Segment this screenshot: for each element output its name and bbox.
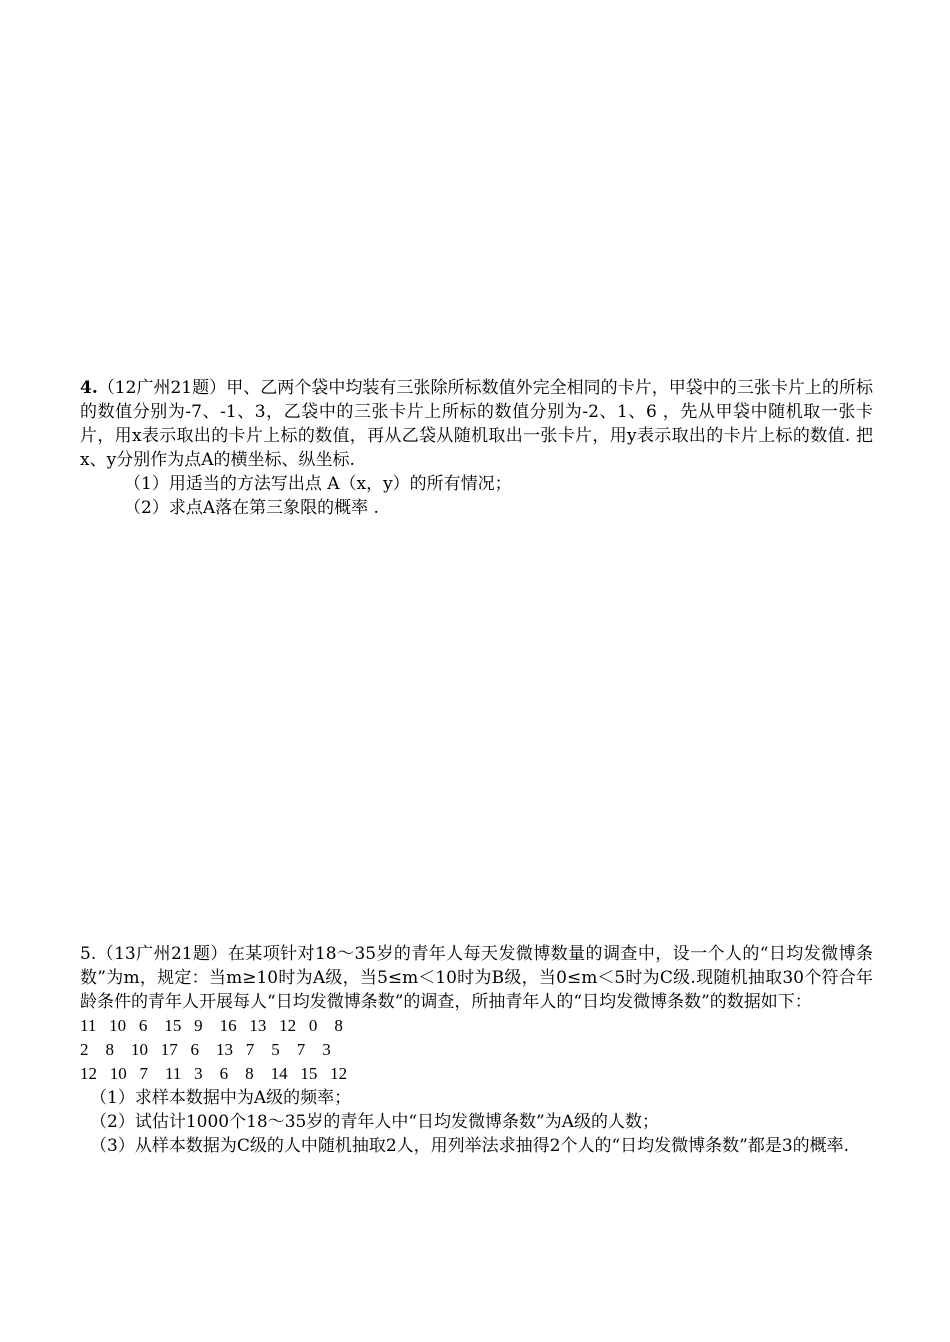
- problem-4-question-2: （2）求点A落在第三象限的概率 .: [124, 498, 379, 518]
- problem-4-statement: [80, 376, 873, 472]
- data-row-1: 11 10 6 15 9 16 13 12 0 8: [80, 1016, 343, 1035]
- data-row-2: 2 8 10 17 6 13 7 5 7 3: [80, 1040, 331, 1059]
- problem-5-question-2: （2）试估计1000个18～35岁的青年人中“日均发微博条数”为A级的人数；: [90, 1112, 660, 1132]
- problem-5-question-1: （1）求样本数据中为A级的频率；: [90, 1088, 352, 1108]
- problem-5: [80, 942, 873, 1158]
- data-row-3: 12 10 7 11 3 6 8 14 15 12: [80, 1064, 348, 1083]
- problem-4-question-1: （1）用适当的方法写出点 A（x，y）的所有情况；: [124, 474, 512, 494]
- problem-4-body: （12广州21题）甲、乙两个袋中均装有三张除所标数值外完全相同的卡片，甲袋中的三张卡片上的所标的数值分别为-7、-1、3，乙袋中的三张卡片上所标的数值分别为-2、1、6 ，先从甲袋中随机取一张卡片，用x表示取出的卡片上标的数值，再从乙袋从随机取出一张卡片，用y表示取出的卡片上标的数值. 把x、y分别作为点A的横坐标、纵坐标.: [80, 378, 873, 470]
- problem-5-question-3: （3）从样本数据为C级的人中随机抽取2人，用列举法求抽得2个人的“日均发微博条数”都是3的概率.: [90, 1136, 850, 1156]
- problem-4-number: 4.: [80, 378, 98, 398]
- problem-4: [80, 376, 873, 520]
- problem-5-statement: 5.（13广州21题）在某项针对18～35岁的青年人每天发微博数量的调查中，设一个人的“日均发微博条数”为m，规定：当m≥10时为A级，当5≤m＜10时为B级，当0≤m＜5时为C级.现随机抽取30个符合年龄条件的青年人开展每人“日均发微博条数”的调查，所抽青年人的“日均发微博条数”的数据如下：: [80, 944, 873, 1012]
